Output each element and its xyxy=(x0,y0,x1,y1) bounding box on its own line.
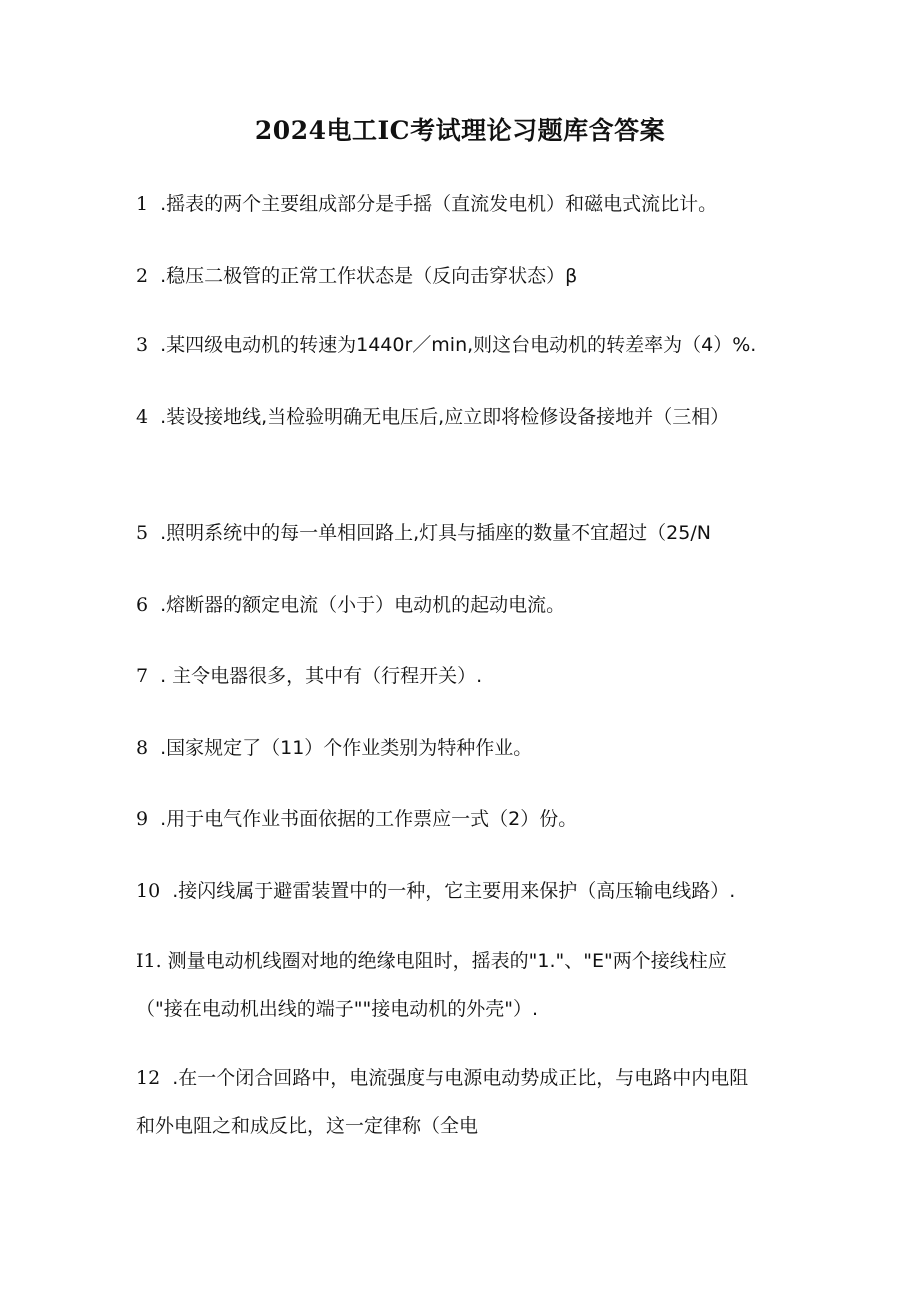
item-text: .某四级电动机的转速为1440r／min,则这台电动机的转差率为（4）%. xyxy=(160,334,757,356)
item-number: 3 xyxy=(136,334,149,356)
item-text: .在一个闭合回路中，电流强度与电源电动势成正比，与电路中内电阻 xyxy=(172,1067,749,1089)
list-item xyxy=(136,731,816,765)
item-number: 1 xyxy=(136,193,149,215)
item-number: 4 xyxy=(136,406,149,428)
item-number: 6 xyxy=(136,594,149,616)
item-text: .接闪线属于避雷装置中的一种，它主要用来保护（高压输电线路）. xyxy=(172,880,736,902)
list-item xyxy=(136,659,816,693)
item-text-continued: 和外电阻之和成反比，这一定律称（全电 xyxy=(136,1115,479,1137)
item-number: I1. xyxy=(136,950,162,972)
item-number: 2 xyxy=(136,265,149,287)
item-text: . 主令电器很多，其中有（行程开关）. xyxy=(160,665,483,687)
list-item xyxy=(136,874,816,908)
item-number: 9 xyxy=(136,808,149,830)
list-item xyxy=(136,328,816,362)
item-number: 10 xyxy=(136,880,161,902)
item-text: .熔断器的额定电流（小于）电动机的起动电流。 xyxy=(160,594,566,616)
item-number: 7 xyxy=(136,665,149,687)
item-text: .国家规定了（11）个作业类别为特种作业。 xyxy=(160,737,533,759)
list-item xyxy=(136,400,816,434)
list-item xyxy=(136,1061,816,1143)
item-text: .照明系统中的每一单相回路上,灯具与插座的数量不宜超过（25/N xyxy=(160,522,711,544)
list-item xyxy=(136,516,816,550)
item-number: 5 xyxy=(136,522,149,544)
item-text: .摇表的两个主要组成部分是手摇（直流发电机）和磁电式流比计。 xyxy=(160,193,718,215)
item-number: 12 xyxy=(136,1067,161,1089)
list-item xyxy=(136,802,816,836)
item-number: 8 xyxy=(136,737,149,759)
item-text-continued: （"接在电动机出线的端子""接电动机的外壳"）. xyxy=(136,998,538,1020)
item-text: .用于电气作业书面依据的工作票应一式（2）份。 xyxy=(160,808,578,830)
item-text: 测量电动机线圈对地的绝缘电阻时，摇表的"1."、"E"两个接线柱应 xyxy=(167,950,727,972)
page-title: 2024电工IC考试理论习题库含答案 xyxy=(254,116,666,145)
item-text: .装设接地线,当检验明确无电压后,应立即将检修设备接地并（三相） xyxy=(160,406,730,428)
list-item xyxy=(136,187,816,221)
item-text: .稳压二极管的正常工作状态是（反向击穿状态）β xyxy=(160,265,578,287)
list-item xyxy=(136,944,816,1026)
list-item xyxy=(136,588,816,622)
list-item xyxy=(136,259,816,293)
